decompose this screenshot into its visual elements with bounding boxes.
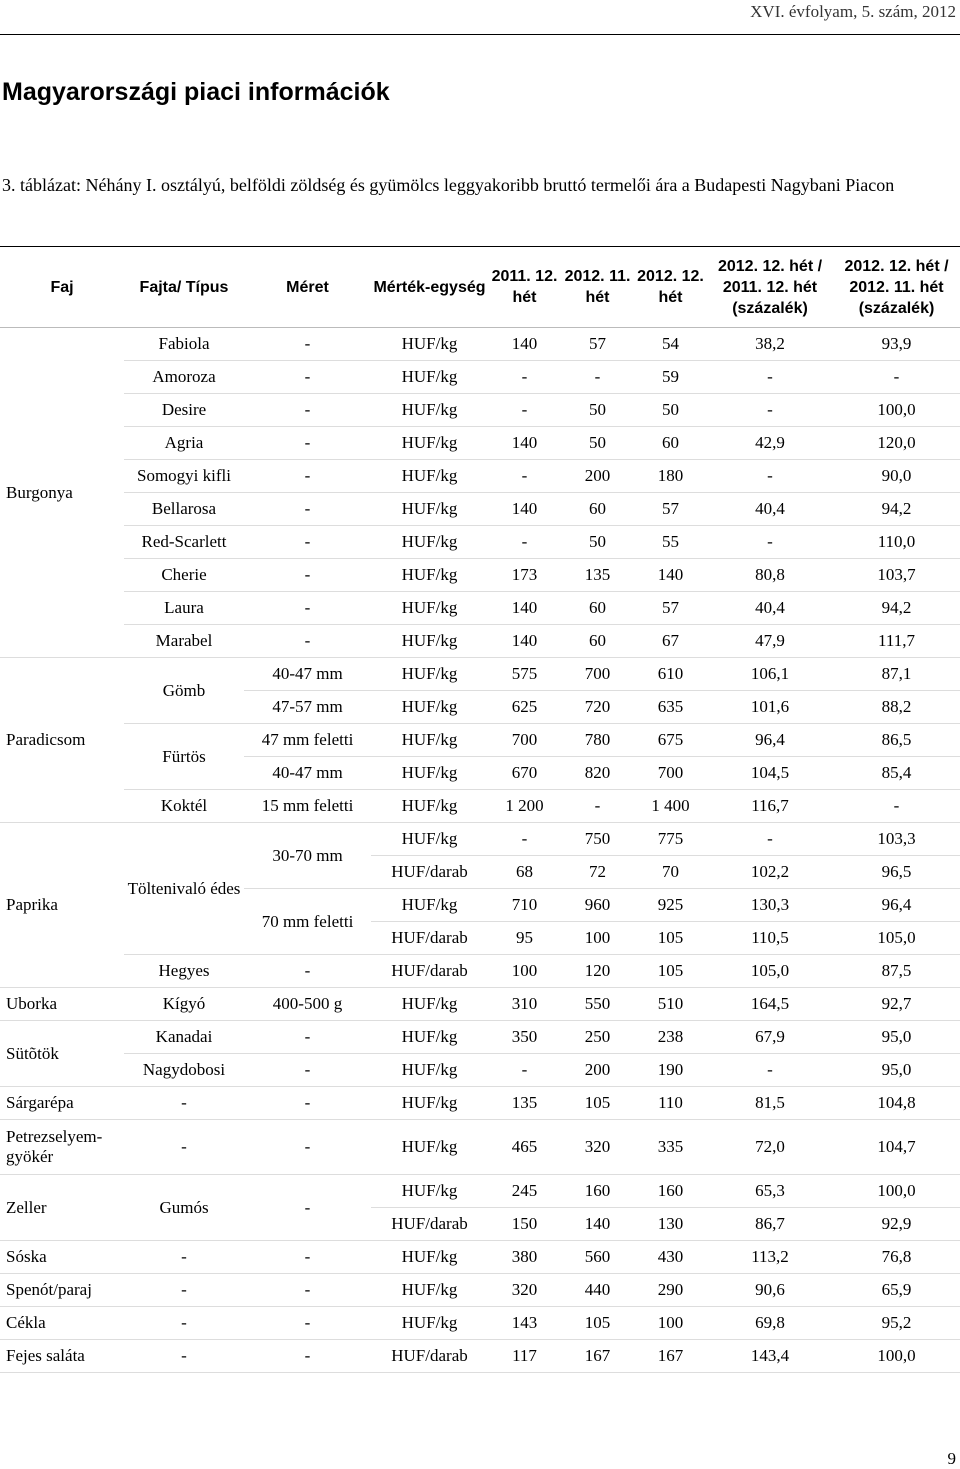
unit-cell: HUF/kg <box>371 1241 488 1274</box>
meret-cell: - <box>244 1307 371 1340</box>
value-cell: 57 <box>634 592 707 625</box>
table-row <box>0 1120 960 1175</box>
value-cell: 238 <box>634 1021 707 1054</box>
unit-cell: HUF/kg <box>371 625 488 658</box>
header-row <box>0 247 960 328</box>
value-cell: 110 <box>634 1087 707 1120</box>
value-cell: 105 <box>634 922 707 955</box>
pct-cell: 85,4 <box>833 757 960 790</box>
value-cell: 67 <box>634 625 707 658</box>
faj-cell: Spenót/paraj <box>0 1274 124 1307</box>
pct-cell: 104,5 <box>707 757 833 790</box>
meret-cell: 15 mm feletti <box>244 790 371 823</box>
fajta-cell: Hegyes <box>124 955 244 988</box>
fajta-cell: Marabel <box>124 625 244 658</box>
unit-cell: HUF/kg <box>371 1175 488 1208</box>
value-cell: 117 <box>488 1340 561 1373</box>
caption-highlight: Néhány I. osztályú, belföldi zöldség és gyümölcs leggyakoribb bruttó termelői ára a Budapesti Nagybani Piacon <box>85 175 895 195</box>
meret-cell: - <box>244 1175 371 1241</box>
pct-cell: 100,0 <box>833 1340 960 1373</box>
pct-cell: 92,9 <box>833 1208 960 1241</box>
col-2011-12: 2011. 12. hét <box>488 247 561 328</box>
col-pct-vs-2011: 2012. 12. hét / 2011. 12. hét (százalék) <box>707 247 833 328</box>
faj-cell: Uborka <box>0 988 124 1021</box>
value-cell: 150 <box>488 1208 561 1241</box>
faj-cell: Petrezselyem-gyökér <box>0 1120 124 1175</box>
pct-cell: 104,8 <box>833 1087 960 1120</box>
value-cell: - <box>488 1054 561 1087</box>
table-row <box>0 361 960 394</box>
fajta-cell: Koktél <box>124 790 244 823</box>
faj-cell: Cékla <box>0 1307 124 1340</box>
value-cell: 50 <box>634 394 707 427</box>
table-row <box>0 394 960 427</box>
pct-cell: - <box>707 460 833 493</box>
value-cell: 310 <box>488 988 561 1021</box>
value-cell: 68 <box>488 856 561 889</box>
col-2012-12: 2012. 12. hét <box>634 247 707 328</box>
pct-cell: 164,5 <box>707 988 833 1021</box>
value-cell: 710 <box>488 889 561 922</box>
value-cell: 820 <box>561 757 634 790</box>
value-cell: 167 <box>561 1340 634 1373</box>
faj-cell: Paprika <box>0 823 124 988</box>
fajta-cell: Amoroza <box>124 361 244 394</box>
unit-cell: HUF/kg <box>371 724 488 757</box>
meret-cell: - <box>244 427 371 460</box>
meret-cell: - <box>244 394 371 427</box>
table-row <box>0 1054 960 1087</box>
pct-cell: 87,5 <box>833 955 960 988</box>
col-mertekegyseg: Mérték-egység <box>371 247 488 328</box>
fajta-cell: Gömb <box>124 658 244 724</box>
table-row <box>0 592 960 625</box>
pct-cell: - <box>707 823 833 856</box>
pct-cell: 100,0 <box>833 1175 960 1208</box>
pct-cell: 113,2 <box>707 1241 833 1274</box>
table-row <box>0 625 960 658</box>
value-cell: 130 <box>634 1208 707 1241</box>
fajta-cell: Nagydobosi <box>124 1054 244 1087</box>
pct-cell: 81,5 <box>707 1087 833 1120</box>
unit-cell: HUF/kg <box>371 757 488 790</box>
value-cell: 173 <box>488 559 561 592</box>
table-row <box>0 1087 960 1120</box>
value-cell: 550 <box>561 988 634 1021</box>
fajta-cell: - <box>124 1307 244 1340</box>
table-caption <box>2 173 952 198</box>
value-cell: 245 <box>488 1175 561 1208</box>
value-cell: 440 <box>561 1274 634 1307</box>
meret-cell: - <box>244 361 371 394</box>
pct-cell: 90,6 <box>707 1274 833 1307</box>
unit-cell: HUF/kg <box>371 328 488 361</box>
meret-cell: 400-500 g <box>244 988 371 1021</box>
fajta-cell: - <box>124 1087 244 1120</box>
table-row <box>0 1274 960 1307</box>
fajta-cell: - <box>124 1241 244 1274</box>
unit-cell: HUF/kg <box>371 427 488 460</box>
table-row <box>0 559 960 592</box>
pct-cell: 105,0 <box>707 955 833 988</box>
value-cell: 50 <box>561 526 634 559</box>
value-cell: 140 <box>488 625 561 658</box>
faj-cell: Burgonya <box>0 328 124 658</box>
table-row <box>0 1175 960 1208</box>
pct-cell: 38,2 <box>707 328 833 361</box>
value-cell: 140 <box>634 559 707 592</box>
value-cell: - <box>488 361 561 394</box>
pct-cell: 94,2 <box>833 592 960 625</box>
faj-cell: Sóska <box>0 1241 124 1274</box>
unit-cell: HUF/kg <box>371 1307 488 1340</box>
value-cell: 160 <box>561 1175 634 1208</box>
pct-cell: 130,3 <box>707 889 833 922</box>
table-row <box>0 790 960 823</box>
unit-cell: HUF/kg <box>371 658 488 691</box>
value-cell: - <box>488 460 561 493</box>
pct-cell: 95,2 <box>833 1307 960 1340</box>
pct-cell: 90,0 <box>833 460 960 493</box>
value-cell: 190 <box>634 1054 707 1087</box>
table-row <box>0 823 960 856</box>
value-cell: 105 <box>561 1087 634 1120</box>
pct-cell: 103,7 <box>833 559 960 592</box>
fajta-cell: Desire <box>124 394 244 427</box>
unit-cell: HUF/kg <box>371 394 488 427</box>
value-cell: 70 <box>634 856 707 889</box>
unit-cell: HUF/kg <box>371 526 488 559</box>
value-cell: 780 <box>561 724 634 757</box>
unit-cell: HUF/kg <box>371 361 488 394</box>
pct-cell: - <box>833 790 960 823</box>
unit-cell: HUF/kg <box>371 823 488 856</box>
value-cell: 675 <box>634 724 707 757</box>
value-cell: 105 <box>561 1307 634 1340</box>
value-cell: 925 <box>634 889 707 922</box>
unit-cell: HUF/kg <box>371 592 488 625</box>
unit-cell: HUF/kg <box>371 790 488 823</box>
value-cell: 560 <box>561 1241 634 1274</box>
value-cell: 140 <box>488 592 561 625</box>
table-row <box>0 1241 960 1274</box>
pct-cell: 86,5 <box>833 724 960 757</box>
unit-cell: HUF/darab <box>371 955 488 988</box>
pct-cell: 42,9 <box>707 427 833 460</box>
pct-cell: 88,2 <box>833 691 960 724</box>
pct-cell: 102,2 <box>707 856 833 889</box>
pct-cell: 40,4 <box>707 493 833 526</box>
pct-cell: 67,9 <box>707 1021 833 1054</box>
fajta-cell: Red-Scarlett <box>124 526 244 559</box>
pct-cell: 100,0 <box>833 394 960 427</box>
meret-cell: - <box>244 493 371 526</box>
value-cell: 700 <box>488 724 561 757</box>
table-row <box>0 1340 960 1373</box>
meret-cell: - <box>244 1087 371 1120</box>
meret-cell: 40-47 mm <box>244 658 371 691</box>
fajta-cell: - <box>124 1340 244 1373</box>
fajta-cell: Gumós <box>124 1175 244 1241</box>
pct-cell: 94,2 <box>833 493 960 526</box>
table-row <box>0 1021 960 1054</box>
col-2012-11: 2012. 11. hét <box>561 247 634 328</box>
table-row <box>0 460 960 493</box>
pct-cell: 80,8 <box>707 559 833 592</box>
pct-cell: 86,7 <box>707 1208 833 1241</box>
value-cell: 140 <box>488 328 561 361</box>
value-cell: 350 <box>488 1021 561 1054</box>
pct-cell: 104,7 <box>833 1120 960 1175</box>
pct-cell: 95,0 <box>833 1054 960 1087</box>
pct-cell: 69,8 <box>707 1307 833 1340</box>
value-cell: 50 <box>561 394 634 427</box>
pct-cell: 96,4 <box>833 889 960 922</box>
value-cell: 250 <box>561 1021 634 1054</box>
fajta-cell: Laura <box>124 592 244 625</box>
meret-cell: - <box>244 592 371 625</box>
meret-cell: 40-47 mm <box>244 757 371 790</box>
fajta-cell: - <box>124 1274 244 1307</box>
table-row <box>0 427 960 460</box>
col-faj: Faj <box>0 247 124 328</box>
value-cell: 335 <box>634 1120 707 1175</box>
value-cell: 320 <box>488 1274 561 1307</box>
value-cell: 167 <box>634 1340 707 1373</box>
pct-cell: 101,6 <box>707 691 833 724</box>
value-cell: 60 <box>634 427 707 460</box>
value-cell: 610 <box>634 658 707 691</box>
fajta-cell: Agria <box>124 427 244 460</box>
col-meret: Méret <box>244 247 371 328</box>
value-cell: 160 <box>634 1175 707 1208</box>
value-cell: 135 <box>488 1087 561 1120</box>
table-row <box>0 988 960 1021</box>
value-cell: 140 <box>488 427 561 460</box>
meret-cell: - <box>244 1274 371 1307</box>
pct-cell: 96,5 <box>833 856 960 889</box>
fajta-cell: Somogyi kifli <box>124 460 244 493</box>
faj-cell: Paradicsom <box>0 658 124 823</box>
col-pct-vs-prev-week: 2012. 12. hét / 2012. 11. hét (százalék) <box>833 247 960 328</box>
fajta-cell: Bellarosa <box>124 493 244 526</box>
value-cell: 380 <box>488 1241 561 1274</box>
table-row <box>0 493 960 526</box>
unit-cell: HUF/kg <box>371 1054 488 1087</box>
unit-cell: HUF/kg <box>371 1120 488 1175</box>
pct-cell: 72,0 <box>707 1120 833 1175</box>
unit-cell: HUF/kg <box>371 1087 488 1120</box>
pct-cell: 106,1 <box>707 658 833 691</box>
meret-cell: - <box>244 1054 371 1087</box>
fajta-cell: - <box>124 1120 244 1175</box>
table-row <box>0 658 960 691</box>
value-cell: 55 <box>634 526 707 559</box>
meret-cell: - <box>244 1340 371 1373</box>
value-cell: 750 <box>561 823 634 856</box>
col-fajta: Fajta/ Típus <box>124 247 244 328</box>
value-cell: 960 <box>561 889 634 922</box>
unit-cell: HUF/kg <box>371 889 488 922</box>
unit-cell: HUF/kg <box>371 460 488 493</box>
value-cell: 720 <box>561 691 634 724</box>
meret-cell: 47 mm feletti <box>244 724 371 757</box>
pct-cell: 103,3 <box>833 823 960 856</box>
unit-cell: HUF/kg <box>371 1021 488 1054</box>
pct-cell: - <box>707 361 833 394</box>
table-row <box>0 955 960 988</box>
value-cell: 200 <box>561 460 634 493</box>
faj-cell: Fejes saláta <box>0 1340 124 1373</box>
unit-cell: HUF/kg <box>371 559 488 592</box>
table-row <box>0 1307 960 1340</box>
value-cell: - <box>561 361 634 394</box>
pct-cell: 76,8 <box>833 1241 960 1274</box>
value-cell: 700 <box>634 757 707 790</box>
value-cell: 670 <box>488 757 561 790</box>
value-cell: 57 <box>634 493 707 526</box>
pct-cell: 65,3 <box>707 1175 833 1208</box>
pct-cell: 87,1 <box>833 658 960 691</box>
value-cell: 180 <box>634 460 707 493</box>
value-cell: 320 <box>561 1120 634 1175</box>
value-cell: 625 <box>488 691 561 724</box>
journal-issue: XVI. évfolyam, 5. szám, 2012 <box>750 2 956 21</box>
fajta-cell: Fabiola <box>124 328 244 361</box>
value-cell: - <box>488 394 561 427</box>
fajta-cell: Cherie <box>124 559 244 592</box>
value-cell: 105 <box>634 955 707 988</box>
pct-cell: 110,0 <box>833 526 960 559</box>
meret-cell: - <box>244 625 371 658</box>
value-cell: 1 400 <box>634 790 707 823</box>
value-cell: 50 <box>561 427 634 460</box>
value-cell: 290 <box>634 1274 707 1307</box>
pct-cell: 143,4 <box>707 1340 833 1373</box>
value-cell: - <box>488 526 561 559</box>
value-cell: 100 <box>561 922 634 955</box>
meret-cell: - <box>244 1021 371 1054</box>
value-cell: - <box>561 790 634 823</box>
value-cell: 120 <box>561 955 634 988</box>
pct-cell: - <box>707 394 833 427</box>
unit-cell: HUF/kg <box>371 988 488 1021</box>
meret-cell: - <box>244 1120 371 1175</box>
pct-cell: 116,7 <box>707 790 833 823</box>
value-cell: 60 <box>561 493 634 526</box>
value-cell: 100 <box>488 955 561 988</box>
pct-cell: 111,7 <box>833 625 960 658</box>
meret-cell: 30-70 mm <box>244 823 371 889</box>
value-cell: 100 <box>634 1307 707 1340</box>
unit-cell: HUF/darab <box>371 856 488 889</box>
value-cell: 72 <box>561 856 634 889</box>
value-cell: 775 <box>634 823 707 856</box>
meret-cell: - <box>244 1241 371 1274</box>
value-cell: 54 <box>634 328 707 361</box>
value-cell: 465 <box>488 1120 561 1175</box>
pct-cell: - <box>707 1054 833 1087</box>
page-title: Magyarországi piaci információk <box>2 78 390 106</box>
pct-cell: 96,4 <box>707 724 833 757</box>
fajta-cell: Fürtös <box>124 724 244 790</box>
value-cell: 143 <box>488 1307 561 1340</box>
unit-cell: HUF/kg <box>371 493 488 526</box>
value-cell: 510 <box>634 988 707 1021</box>
value-cell: 59 <box>634 361 707 394</box>
pct-cell: 92,7 <box>833 988 960 1021</box>
header-rule <box>0 34 960 35</box>
table-row <box>0 526 960 559</box>
meret-cell: - <box>244 955 371 988</box>
unit-cell: HUF/kg <box>371 691 488 724</box>
table-row <box>0 328 960 361</box>
value-cell: 430 <box>634 1241 707 1274</box>
meret-cell: 70 mm feletti <box>244 889 371 955</box>
unit-cell: HUF/darab <box>371 1340 488 1373</box>
price-table <box>0 246 960 1373</box>
value-cell: 140 <box>488 493 561 526</box>
fajta-cell: Töltenivaló édes <box>124 823 244 955</box>
pct-cell: 95,0 <box>833 1021 960 1054</box>
caption-prefix: 3. táblázat: <box>2 175 86 195</box>
value-cell: 95 <box>488 922 561 955</box>
pct-cell: - <box>833 361 960 394</box>
unit-cell: HUF/darab <box>371 1208 488 1241</box>
value-cell: - <box>488 823 561 856</box>
meret-cell: - <box>244 328 371 361</box>
fajta-cell: Kanadai <box>124 1021 244 1054</box>
value-cell: 1 200 <box>488 790 561 823</box>
meret-cell: - <box>244 460 371 493</box>
value-cell: 700 <box>561 658 634 691</box>
pct-cell: - <box>707 526 833 559</box>
pct-cell: 105,0 <box>833 922 960 955</box>
value-cell: 57 <box>561 328 634 361</box>
faj-cell: Zeller <box>0 1175 124 1241</box>
table-row <box>0 724 960 757</box>
value-cell: 140 <box>561 1208 634 1241</box>
value-cell: 200 <box>561 1054 634 1087</box>
value-cell: 60 <box>561 592 634 625</box>
meret-cell: 47-57 mm <box>244 691 371 724</box>
page-number: 9 <box>947 1449 956 1468</box>
value-cell: 575 <box>488 658 561 691</box>
fajta-cell: Kígyó <box>124 988 244 1021</box>
pct-cell: 40,4 <box>707 592 833 625</box>
meret-cell: - <box>244 559 371 592</box>
faj-cell: Sütõtök <box>0 1021 124 1087</box>
meret-cell: - <box>244 526 371 559</box>
pct-cell: 120,0 <box>833 427 960 460</box>
faj-cell: Sárgarépa <box>0 1087 124 1120</box>
unit-cell: HUF/darab <box>371 922 488 955</box>
value-cell: 635 <box>634 691 707 724</box>
value-cell: 60 <box>561 625 634 658</box>
pct-cell: 93,9 <box>833 328 960 361</box>
pct-cell: 65,9 <box>833 1274 960 1307</box>
pct-cell: 47,9 <box>707 625 833 658</box>
value-cell: 135 <box>561 559 634 592</box>
unit-cell: HUF/kg <box>371 1274 488 1307</box>
pct-cell: 110,5 <box>707 922 833 955</box>
